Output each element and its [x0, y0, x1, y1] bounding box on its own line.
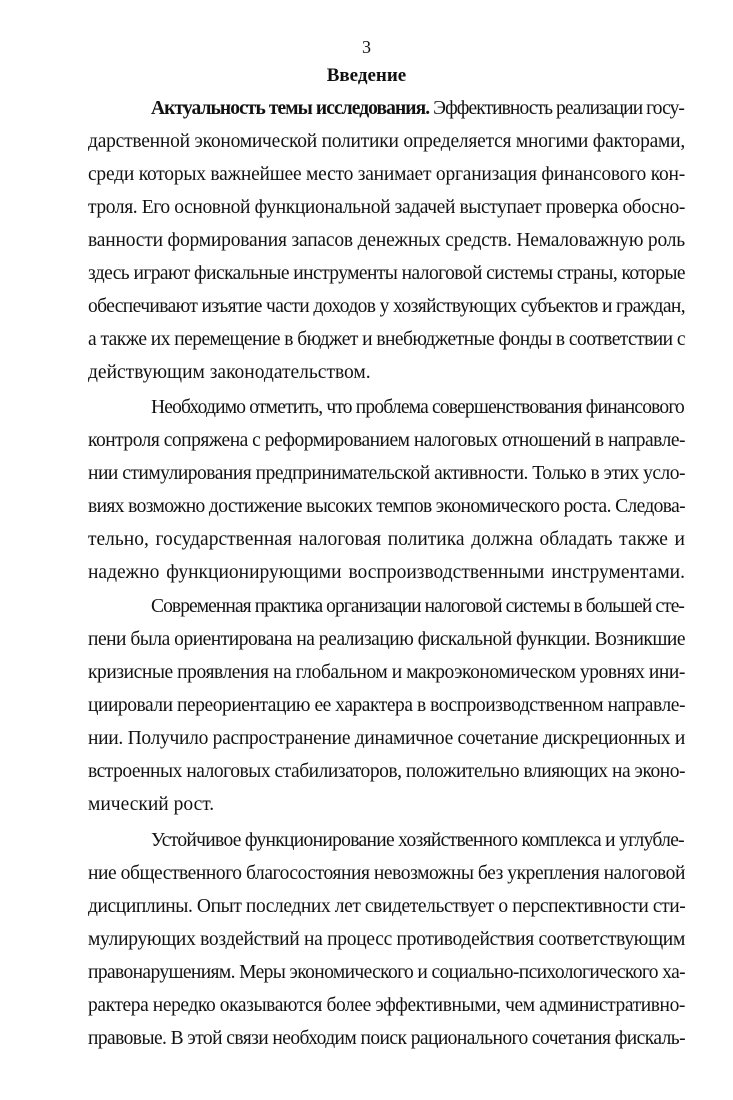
lead-bold-phrase: Актуальность темы исследования.: [151, 98, 430, 119]
text-line: дарственной экономической политики определяется многими факторами,: [88, 131, 685, 152]
text-line: Современная практика организации налоговой системы в большей сте-: [151, 596, 684, 617]
text-line: троля. Его основной функциональной задачей выступает проверка обосно-: [88, 197, 685, 218]
text-line: правонарушениям. Меры экономического и социально-психологического ха-: [88, 962, 685, 983]
text-line: тельно, государственная налоговая политика должна обладать также и: [88, 529, 685, 550]
text-line: а также их перемещение в бюджет и внебюджетные фонды в соответствии с: [88, 329, 685, 350]
text-line: пени была ориентирована на реализацию фискальной функции. Возникшие: [88, 629, 685, 650]
text-line: нии стимулирования предпринимательской активности. Только в этих усло-: [88, 463, 685, 484]
text-line: контроля сопряжена с реформированием налоговых отношений в направле-: [88, 430, 685, 451]
text-line: мулирующих воздействий на процесс противодействия соответствующим: [88, 929, 685, 950]
text-line: рактера нередко оказываются более эффективными, чем административно-: [88, 995, 685, 1016]
text-line: здесь играют фискальные инструменты налоговой системы страны, которые: [88, 263, 685, 284]
text-line: среди которых важнейшее место занимает организация финансового кон-: [88, 164, 685, 185]
text-line: надежно функционирующими воспроизводственными инструментами.: [88, 562, 685, 583]
text-line: [151, 97, 684, 121]
page-number: 3: [362, 37, 371, 57]
text-line: действующим законодательством.: [88, 362, 371, 383]
text-line: ние общественного благосостояния невозможны без укрепления налоговой: [88, 863, 685, 884]
text-line: Необходимо отметить, что проблема совершенствования финансового: [151, 397, 684, 418]
text-line: Устойчивое функционирование хозяйственного комплекса и углубле-: [151, 830, 684, 851]
text-line: мический рост.: [88, 794, 215, 815]
section-heading: Введение: [326, 65, 407, 86]
text-line-continuation: Эффективность реализации госу-: [429, 98, 685, 119]
text-line: виях возможно достижение высоких темпов экономического роста. Следова-: [88, 496, 685, 517]
text-line: циировали переориентацию ее характера в воспроизводственном направле-: [88, 695, 685, 716]
text-line: ванности формирования запасов денежных средств. Немаловажную роль: [88, 230, 685, 251]
text-line: дисциплины. Опыт последних лет свидетельствует о перспективности сти-: [88, 896, 686, 917]
text-line: нии. Получило распространение динамичное сочетание дискреционных и: [88, 728, 685, 749]
text-line: правовые. В этой связи необходим поиск рационального сочетания фискаль-: [88, 1028, 685, 1049]
text-line: кризисные проявления на глобальном и макроэкономическом уровнях ини-: [88, 662, 685, 683]
text-line: встроенных налоговых стабилизаторов, положительно влияющих на эконо-: [88, 761, 685, 782]
text-line: обеспечивают изъятие части доходов у хозяйствующих субъектов и граждан,: [88, 296, 685, 317]
